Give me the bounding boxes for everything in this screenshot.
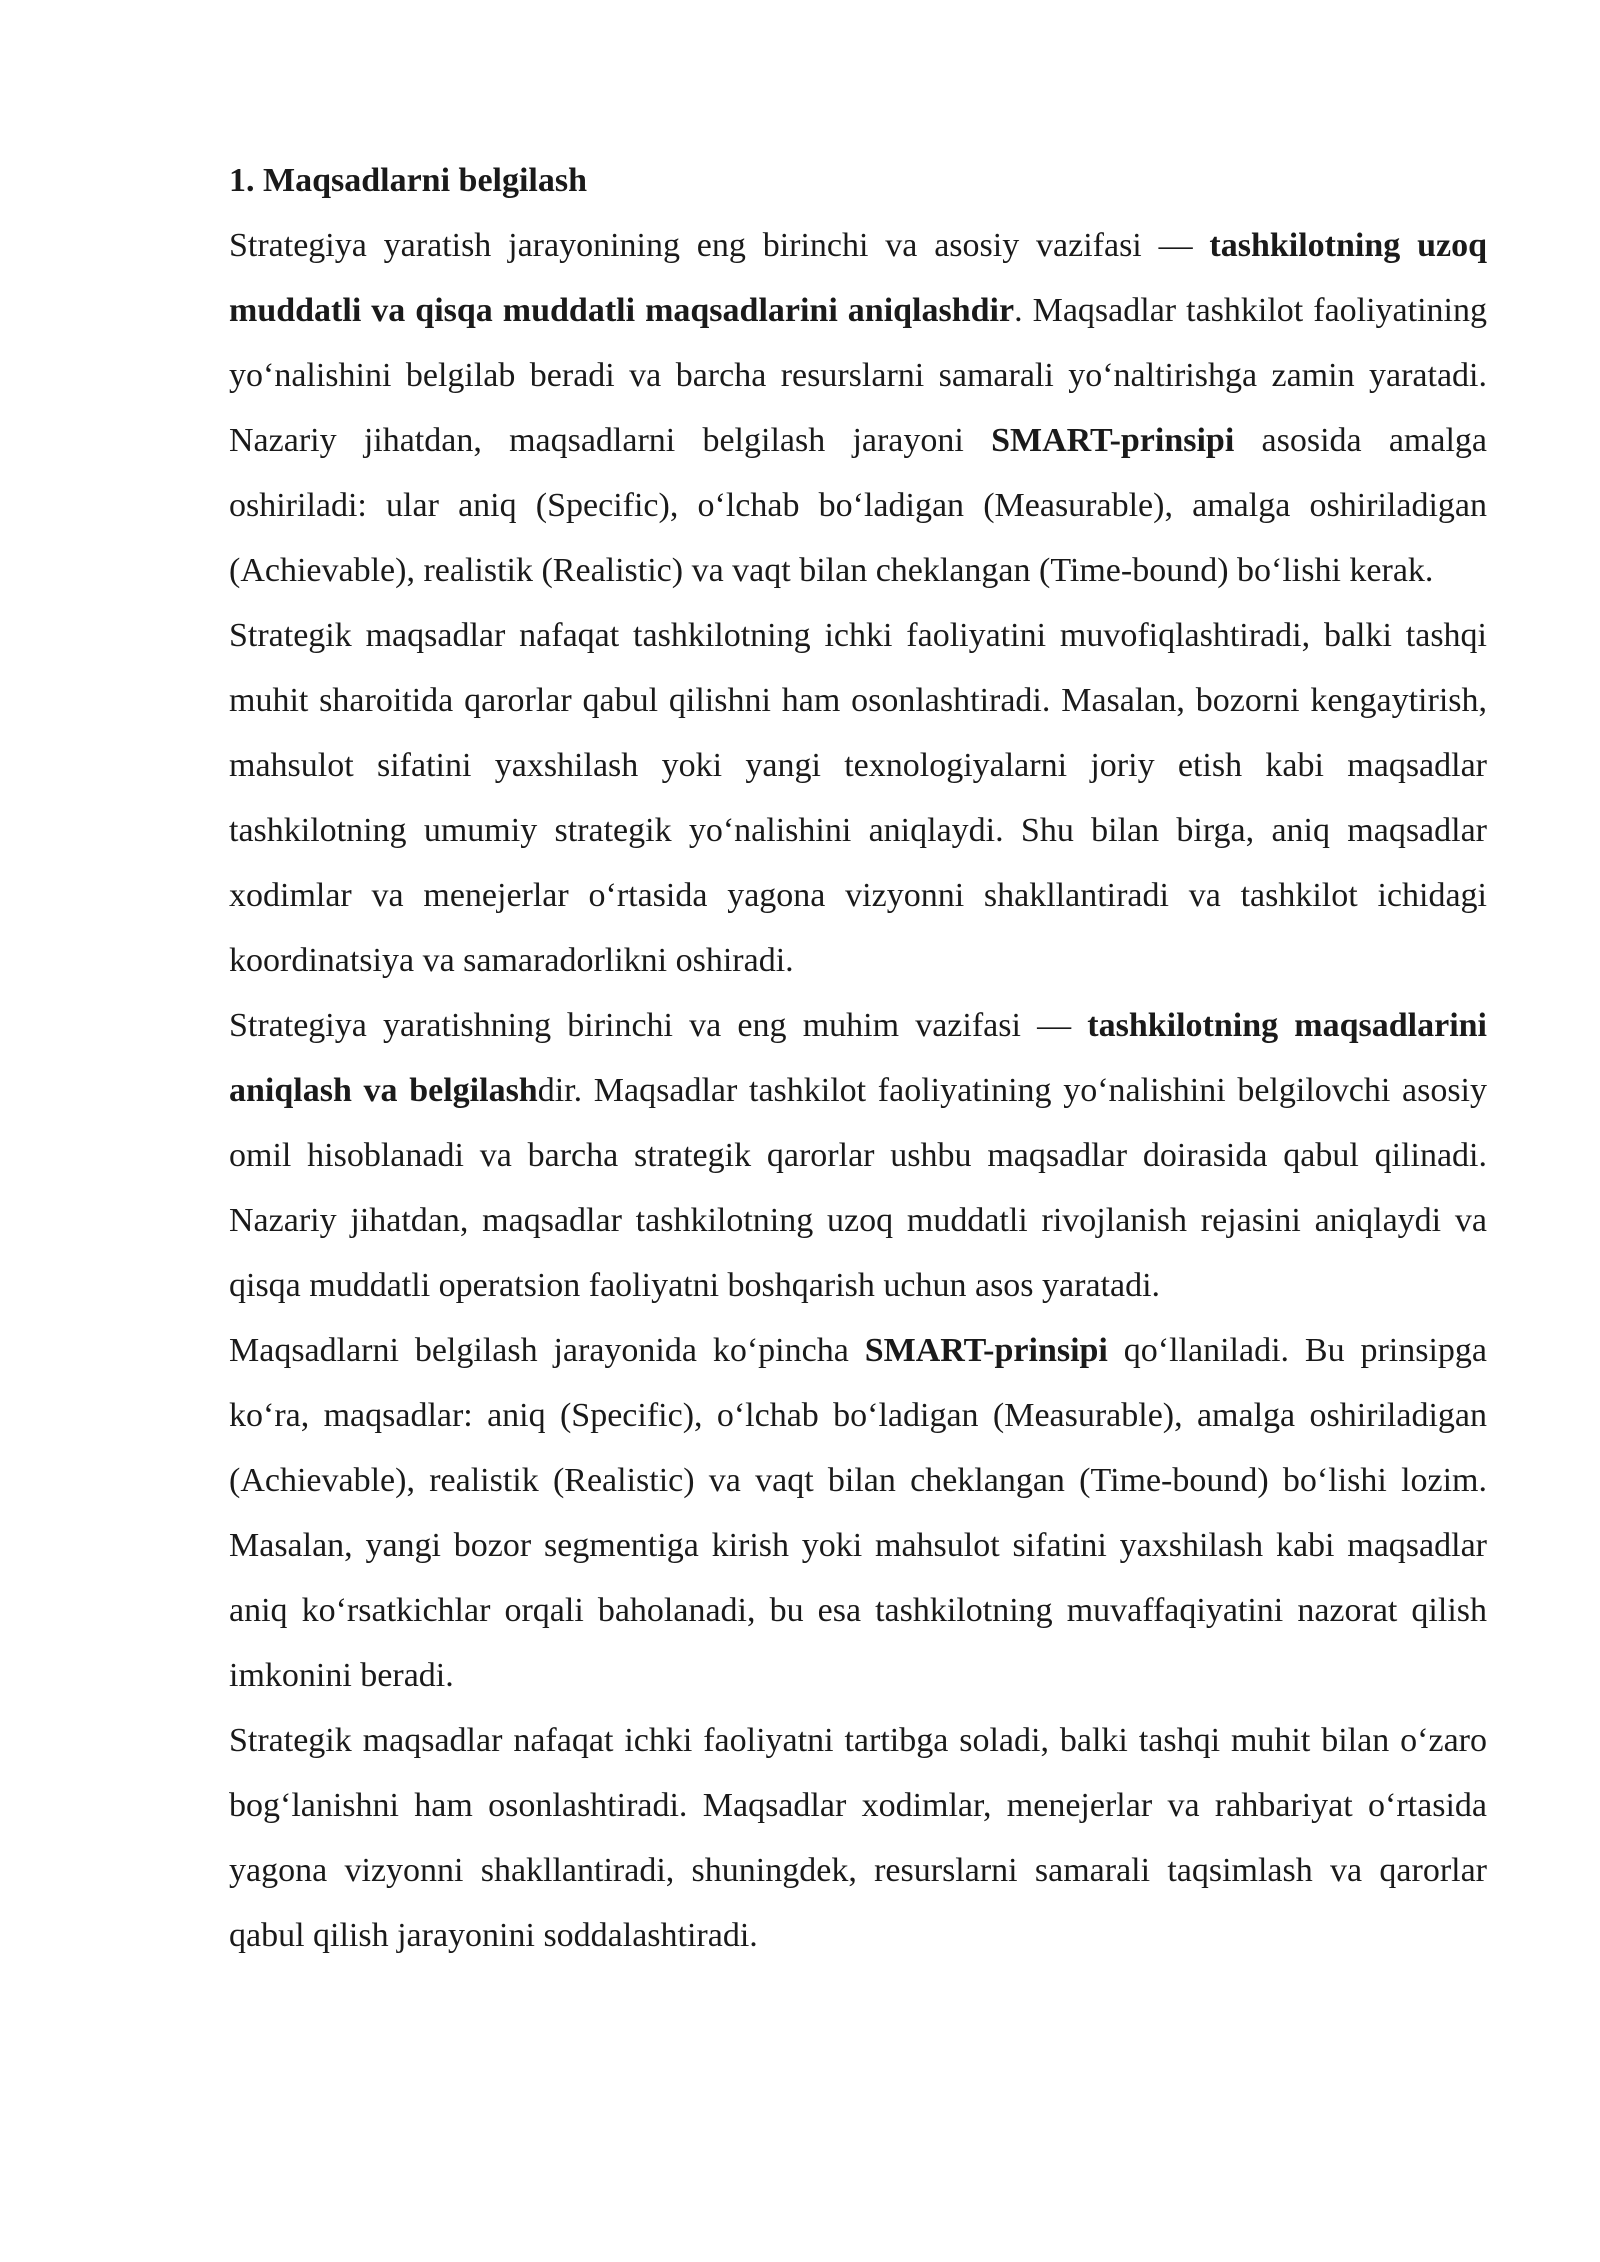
paragraph-4 <box>229 1318 1487 1708</box>
bold-text-run: tashkilotning maqsadlarini aniqlash va belgilash <box>229 1007 1487 1109</box>
section-heading: 1. Maqsadlarni belgilash <box>229 162 588 199</box>
text-run: Strategiya yaratish jarayonining eng birinchi va asosiy vazifasi — <box>229 227 1210 264</box>
bold-text-run: SMART-prinsipi <box>991 422 1235 459</box>
text-run: Strategik maqsadlar nafaqat ichki faoliyatni tartibga soladi, balki tashqi muhit bilan o‘zaro bog‘lanishni ham osonlashtiradi. Maqsadlar xodimlar, menejerlar va rahbariyat o‘rtasida yagona vizyonni shakllantiradi, shuningdek, resurslarni samarali taqsimlash va qarorlar qabul qilish jarayonini soddalashtiradi. <box>229 1722 1487 1954</box>
paragraph-2 <box>229 603 1487 993</box>
bold-text-run: tashkilotning uzoq muddatli va qisqa muddatli maqsadlarini aniqlashdir <box>229 227 1487 329</box>
text-run: qo‘llaniladi. Bu prinsipga ko‘ra, maqsadlar: aniq (Specific), o‘lchab bo‘ladigan (Measurable), amalga oshiriladigan (Achievable), realistik (Realistic) va vaqt bilan cheklangan (Time-bound) bo‘lishi lozim. Masalan, yangi bozor segmentiga kirish yoki mahsulot sifatini yaxshilash kabi maqsadlar aniq ko‘rsatkichlar orqali baholanadi, bu esa tashkilotning muvaffaqiyatini nazorat qilish imkonini beradi. <box>229 1332 1488 1694</box>
text-run: . Maqsadlar tashkilot faoliyatining yo‘nalishini belgilab beradi va barcha resurslarni samarali yo‘naltirishga zamin yaratadi. Nazariy jihatdan, maqsadlarni belgilash jarayoni <box>229 292 1487 459</box>
text-run: Strategiya yaratishning birinchi va eng muhim vazifasi — <box>229 1007 1088 1044</box>
text-run: asosida amalga oshiriladi: ular aniq (Specific), o‘lchab bo‘ladigan (Measurable), amalga oshiriladigan (Achievable), realistik (Realistic) va vaqt bilan cheklangan (Time-bound) bo‘lishi kerak. <box>229 422 1487 589</box>
paragraph-1 <box>229 213 1487 603</box>
document-body <box>229 148 1487 1968</box>
text-run: Strategik maqsadlar nafaqat tashkilotning ichki faoliyatini muvofiqlashtiradi, balki tashqi muhit sharoitida qarorlar qabul qilishni ham osonlashtiradi. Masalan, bozorni kengaytirish, mahsulot sifatini yaxshilash yoki yangi texnologiyalarni joriy etish kabi maqsadlar tashkilotning umumiy strategik yo‘nalishini aniqlaydi. Shu bilan birga, aniq maqsadlar xodimlar va menejerlar o‘rtasida yagona vizyonni shakllantiradi va tashkilot ichidagi koordinatsiya va samaradorlikni oshiradi. <box>229 617 1487 979</box>
text-run: dir. Maqsadlar tashkilot faoliyatining yo‘nalishini belgilovchi asosiy omil hisoblanadi va barcha strategik qarorlar ushbu maqsadlar doirasida qabul qilinadi. Nazariy jihatdan, maqsadlar tashkilotning uzoq muddatli rivojlanish rejasini aniqlaydi va qisqa muddatli operatsion faoliyatni boshqarish uchun asos yaratadi. <box>229 1072 1487 1304</box>
paragraph-5 <box>229 1708 1487 1968</box>
text-run: Maqsadlarni belgilash jarayonida ko‘pincha <box>229 1332 865 1369</box>
bold-text-run: SMART-prinsipi <box>864 1332 1108 1369</box>
paragraph-3 <box>229 993 1487 1318</box>
